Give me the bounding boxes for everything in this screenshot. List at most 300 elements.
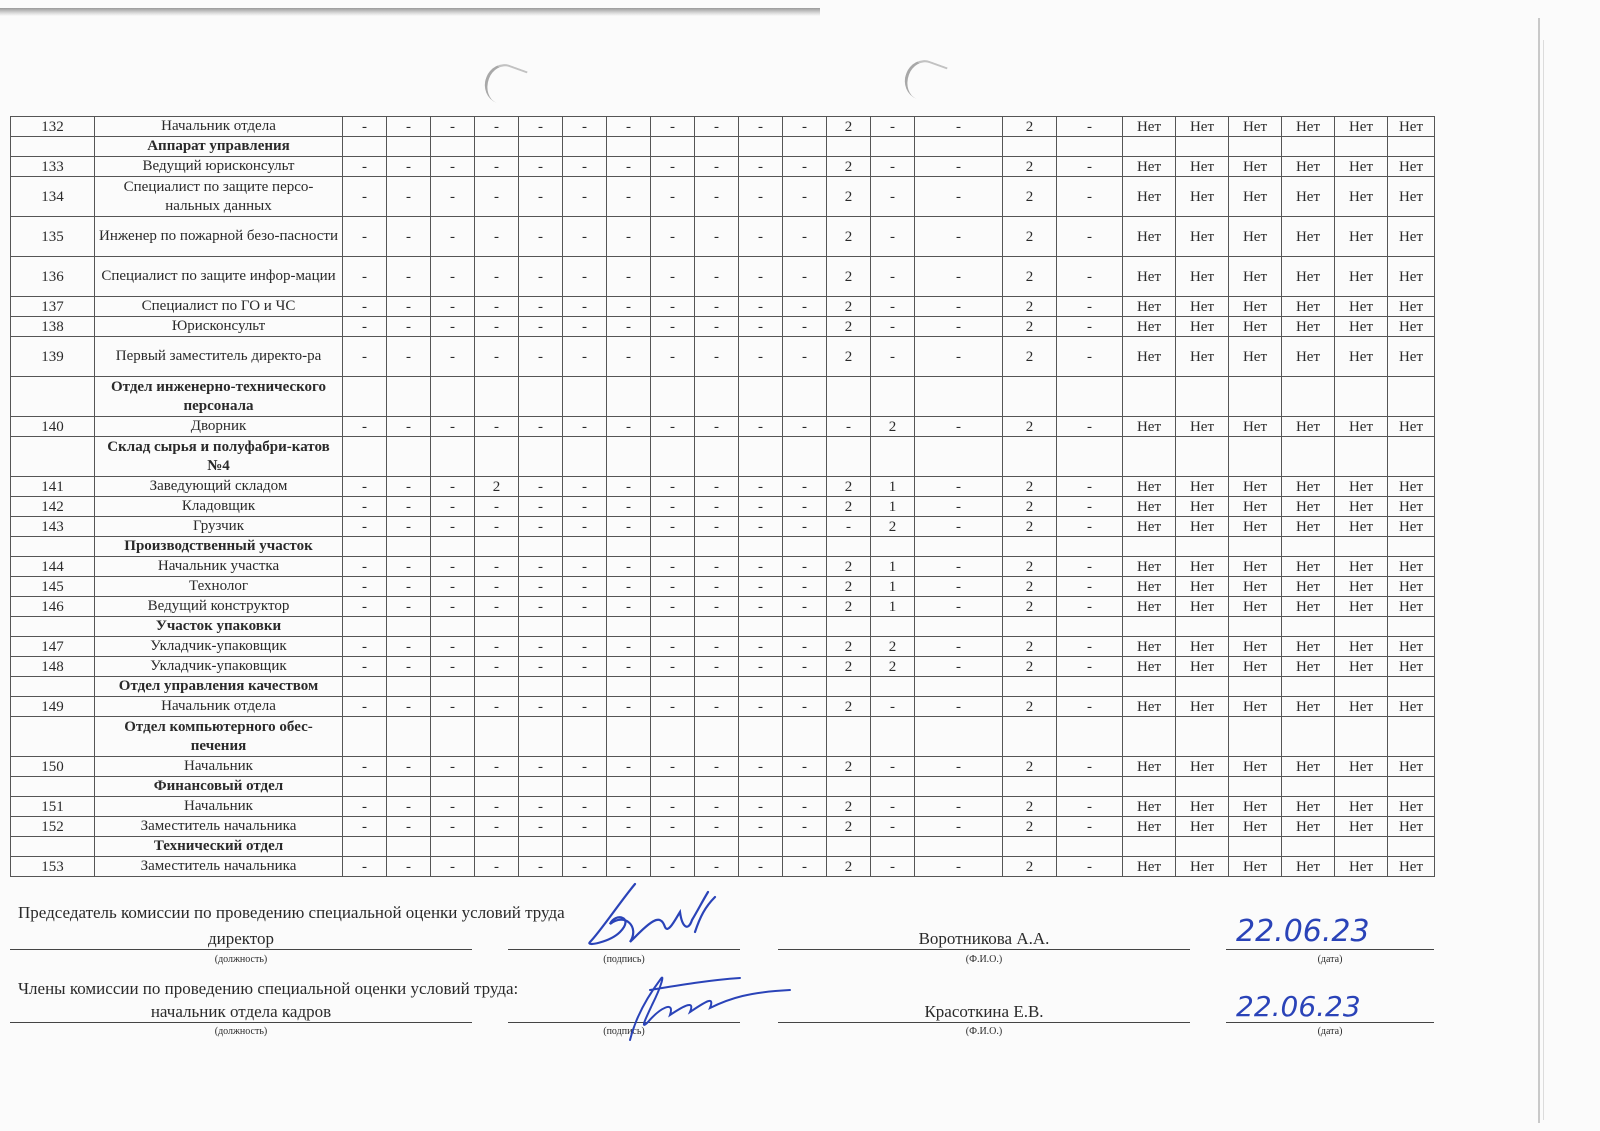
class-cell <box>695 377 739 417</box>
class-cell: - <box>431 857 475 877</box>
class-cell: - <box>431 257 475 297</box>
table-row <box>11 317 1435 337</box>
class-cell: - <box>915 257 1003 297</box>
class-cell: 2 <box>1003 657 1057 677</box>
class-cell <box>475 837 519 857</box>
class-cell: - <box>651 817 695 837</box>
class-cell <box>431 837 475 857</box>
class-cell: - <box>343 177 387 217</box>
flag-cell: Нет <box>1335 577 1388 597</box>
flag-cell: Нет <box>1335 557 1388 577</box>
class-cell: - <box>695 297 739 317</box>
flag-cell: Нет <box>1388 757 1435 777</box>
class-cell: - <box>871 257 915 297</box>
class-cell: - <box>1057 217 1123 257</box>
class-cell: 2 <box>1003 157 1057 177</box>
class-cell: - <box>387 117 431 137</box>
class-cell: - <box>1057 657 1123 677</box>
class-cell: - <box>475 217 519 257</box>
class-cell: - <box>607 217 651 257</box>
class-cell: - <box>343 477 387 497</box>
class-cell: - <box>1057 757 1123 777</box>
class-cell: - <box>739 557 783 577</box>
table-row <box>11 657 1435 677</box>
class-cell <box>739 677 783 697</box>
class-cell: 2 <box>1003 317 1057 337</box>
flag-cell: Нет <box>1282 817 1335 837</box>
class-cell: - <box>387 217 431 257</box>
signature-caption: (подпись) <box>603 954 645 965</box>
flag-cell <box>1176 137 1229 157</box>
chair-signature <box>580 872 730 952</box>
class-cell <box>1003 717 1057 757</box>
class-cell: 2 <box>827 257 871 297</box>
class-cell <box>607 717 651 757</box>
flag-cell: Нет <box>1229 217 1282 257</box>
flag-cell: Нет <box>1176 497 1229 517</box>
class-cell: - <box>739 597 783 617</box>
class-cell: - <box>475 117 519 137</box>
class-cell <box>1003 837 1057 857</box>
class-cell: - <box>695 317 739 337</box>
class-cell: - <box>1057 857 1123 877</box>
class-cell: - <box>739 477 783 497</box>
class-cell: - <box>915 557 1003 577</box>
flag-cell: Нет <box>1123 517 1176 537</box>
row-number: 143 <box>11 517 95 537</box>
class-cell: - <box>431 117 475 137</box>
class-cell <box>519 537 563 557</box>
class-cell <box>651 137 695 157</box>
class-cell: - <box>1057 317 1123 337</box>
class-cell: - <box>651 757 695 777</box>
class-cell: - <box>783 797 827 817</box>
class-cell: - <box>1057 117 1123 137</box>
position-name: Ведущий конструктор <box>95 597 343 617</box>
class-cell <box>651 617 695 637</box>
class-cell: - <box>343 697 387 717</box>
row-number: 148 <box>11 657 95 677</box>
class-cell: - <box>563 517 607 537</box>
class-cell: - <box>607 477 651 497</box>
class-cell: - <box>695 757 739 777</box>
class-cell: - <box>871 757 915 777</box>
class-cell: - <box>1057 157 1123 177</box>
class-cell <box>871 437 915 477</box>
row-number <box>11 377 95 417</box>
class-cell <box>607 137 651 157</box>
class-cell <box>695 777 739 797</box>
class-cell: - <box>475 697 519 717</box>
flag-cell: Нет <box>1176 557 1229 577</box>
class-cell <box>827 777 871 797</box>
class-cell: - <box>519 497 563 517</box>
class-cell: - <box>387 257 431 297</box>
class-cell: 2 <box>1003 577 1057 597</box>
class-cell: - <box>915 297 1003 317</box>
class-cell <box>783 137 827 157</box>
row-number <box>11 137 95 157</box>
flag-cell: Нет <box>1176 637 1229 657</box>
class-cell <box>739 137 783 157</box>
class-cell: 1 <box>871 557 915 577</box>
flag-cell: Нет <box>1123 697 1176 717</box>
flag-cell <box>1335 677 1388 697</box>
class-cell <box>783 837 827 857</box>
class-cell <box>1003 537 1057 557</box>
class-cell <box>1057 537 1123 557</box>
class-cell: - <box>695 477 739 497</box>
flag-cell: Нет <box>1229 177 1282 217</box>
class-cell: - <box>607 557 651 577</box>
flag-cell: Нет <box>1335 157 1388 177</box>
position-name: Специалист по защите инфор-мации <box>95 257 343 297</box>
class-cell: - <box>695 637 739 657</box>
flag-cell: Нет <box>1176 577 1229 597</box>
class-cell: - <box>343 857 387 877</box>
page-edge <box>1543 40 1544 1120</box>
flag-cell: Нет <box>1229 757 1282 777</box>
class-cell <box>519 617 563 637</box>
class-cell: - <box>915 657 1003 677</box>
class-cell: - <box>431 797 475 817</box>
class-cell: - <box>343 657 387 677</box>
class-cell: - <box>695 517 739 537</box>
punch-hole-mark <box>899 55 947 105</box>
class-cell: - <box>1057 257 1123 297</box>
class-cell: 2 <box>827 757 871 777</box>
flag-cell <box>1123 677 1176 697</box>
class-cell: 2 <box>1003 477 1057 497</box>
class-cell: 2 <box>827 157 871 177</box>
class-cell: - <box>651 637 695 657</box>
flag-cell: Нет <box>1282 637 1335 657</box>
flag-cell: Нет <box>1229 257 1282 297</box>
class-cell: - <box>431 417 475 437</box>
page-edge <box>1538 18 1540 1123</box>
chair-date: 22.06.23 <box>1236 914 1370 949</box>
class-cell <box>783 617 827 637</box>
class-cell: - <box>651 697 695 717</box>
class-cell: - <box>871 317 915 337</box>
flag-cell: Нет <box>1123 317 1176 337</box>
class-cell <box>475 777 519 797</box>
class-cell: - <box>519 797 563 817</box>
class-cell: - <box>739 497 783 517</box>
class-cell: - <box>563 317 607 337</box>
member-date: 22.06.23 <box>1236 990 1361 1023</box>
table-row <box>11 117 1435 137</box>
class-cell: - <box>431 517 475 537</box>
class-cell: - <box>431 557 475 577</box>
flag-cell <box>1229 617 1282 637</box>
class-cell: 2 <box>827 317 871 337</box>
flag-cell: Нет <box>1123 417 1176 437</box>
row-number: 137 <box>11 297 95 317</box>
flag-cell <box>1123 437 1176 477</box>
flag-cell <box>1229 677 1282 697</box>
flag-cell: Нет <box>1388 337 1435 377</box>
class-cell: - <box>739 217 783 257</box>
class-cell <box>827 677 871 697</box>
class-cell: - <box>651 497 695 517</box>
flag-cell: Нет <box>1123 797 1176 817</box>
table-row <box>11 417 1435 437</box>
class-cell: - <box>871 117 915 137</box>
class-cell <box>915 617 1003 637</box>
class-cell: - <box>343 517 387 537</box>
class-cell <box>1003 437 1057 477</box>
class-cell: - <box>607 297 651 317</box>
flag-cell <box>1335 537 1388 557</box>
flag-cell: Нет <box>1123 757 1176 777</box>
class-cell <box>387 717 431 757</box>
section-title: Технический отдел <box>95 837 343 857</box>
class-cell: - <box>519 557 563 577</box>
class-cell: - <box>871 337 915 377</box>
class-cell: - <box>695 657 739 677</box>
class-cell <box>387 437 431 477</box>
class-cell: - <box>739 577 783 597</box>
class-cell <box>827 617 871 637</box>
class-cell: 2 <box>827 177 871 217</box>
class-cell: - <box>475 497 519 517</box>
flag-cell: Нет <box>1335 757 1388 777</box>
flag-cell: Нет <box>1388 517 1435 537</box>
class-cell: 2 <box>827 297 871 317</box>
flag-cell <box>1282 437 1335 477</box>
class-cell: - <box>343 417 387 437</box>
class-cell: - <box>915 157 1003 177</box>
class-cell: - <box>475 177 519 217</box>
class-cell: - <box>607 637 651 657</box>
class-cell: - <box>563 817 607 837</box>
flag-cell: Нет <box>1123 297 1176 317</box>
class-cell <box>519 377 563 417</box>
class-cell: - <box>343 797 387 817</box>
punch-hole-mark <box>479 59 527 109</box>
flag-cell: Нет <box>1229 697 1282 717</box>
position-name: Начальник <box>95 797 343 817</box>
flag-cell: Нет <box>1229 477 1282 497</box>
class-cell: - <box>387 317 431 337</box>
flag-cell <box>1176 437 1229 477</box>
class-cell: - <box>387 477 431 497</box>
row-number <box>11 717 95 757</box>
flag-cell <box>1388 677 1435 697</box>
flag-cell: Нет <box>1335 477 1388 497</box>
class-cell: 2 <box>1003 417 1057 437</box>
class-cell <box>871 717 915 757</box>
class-cell: - <box>695 577 739 597</box>
class-cell: - <box>387 657 431 677</box>
flag-cell: Нет <box>1176 697 1229 717</box>
flag-cell: Нет <box>1388 577 1435 597</box>
flag-cell: Нет <box>1335 657 1388 677</box>
flag-cell <box>1388 777 1435 797</box>
class-cell: - <box>607 517 651 537</box>
flag-cell: Нет <box>1123 657 1176 677</box>
class-cell: - <box>519 157 563 177</box>
class-cell: 2 <box>827 857 871 877</box>
flag-cell: Нет <box>1229 577 1282 597</box>
flag-cell: Нет <box>1282 217 1335 257</box>
class-cell <box>343 717 387 757</box>
class-cell: - <box>739 337 783 377</box>
class-cell: - <box>1057 517 1123 537</box>
flag-cell <box>1282 717 1335 757</box>
flag-cell <box>1335 777 1388 797</box>
section-title: Финансовый отдел <box>95 777 343 797</box>
class-cell: - <box>387 417 431 437</box>
class-cell: - <box>739 257 783 297</box>
flag-cell <box>1335 837 1388 857</box>
table-row <box>11 797 1435 817</box>
flag-cell: Нет <box>1282 117 1335 137</box>
class-cell <box>607 677 651 697</box>
class-cell: - <box>783 757 827 777</box>
class-cell: 2 <box>827 217 871 257</box>
class-cell: - <box>651 597 695 617</box>
class-cell: - <box>871 297 915 317</box>
class-cell: - <box>563 157 607 177</box>
class-cell: - <box>871 177 915 217</box>
class-cell: - <box>387 637 431 657</box>
class-cell: - <box>915 597 1003 617</box>
class-cell: - <box>343 497 387 517</box>
class-cell <box>827 537 871 557</box>
class-cell: - <box>871 217 915 257</box>
flag-cell <box>1176 617 1229 637</box>
class-cell: - <box>431 697 475 717</box>
class-cell: - <box>607 117 651 137</box>
class-cell <box>519 677 563 697</box>
class-cell: - <box>431 637 475 657</box>
flag-cell: Нет <box>1388 557 1435 577</box>
flag-cell <box>1229 537 1282 557</box>
class-cell <box>695 537 739 557</box>
class-cell <box>739 617 783 637</box>
class-cell <box>563 137 607 157</box>
position-name: Начальник участка <box>95 557 343 577</box>
table-row <box>11 217 1435 257</box>
class-cell <box>519 777 563 797</box>
section-row <box>11 537 1435 557</box>
class-cell <box>915 537 1003 557</box>
class-cell: - <box>915 417 1003 437</box>
section-row <box>11 837 1435 857</box>
flag-cell: Нет <box>1388 417 1435 437</box>
table-row <box>11 597 1435 617</box>
class-cell <box>475 677 519 697</box>
class-cell: - <box>651 417 695 437</box>
class-cell <box>343 617 387 637</box>
class-cell: - <box>431 297 475 317</box>
class-cell: - <box>519 177 563 217</box>
class-cell: - <box>519 317 563 337</box>
class-cell: - <box>563 337 607 377</box>
class-cell: - <box>343 217 387 257</box>
flag-cell: Нет <box>1123 157 1176 177</box>
flag-cell: Нет <box>1335 817 1388 837</box>
flag-cell: Нет <box>1388 637 1435 657</box>
class-cell: - <box>343 637 387 657</box>
class-cell: 2 <box>827 657 871 677</box>
flag-cell: Нет <box>1282 857 1335 877</box>
class-cell: 2 <box>1003 817 1057 837</box>
class-cell <box>915 137 1003 157</box>
flag-cell: Нет <box>1335 317 1388 337</box>
row-number: 147 <box>11 637 95 657</box>
class-cell: 2 <box>827 557 871 577</box>
class-cell <box>783 777 827 797</box>
flag-cell <box>1123 537 1176 557</box>
class-cell: - <box>563 257 607 297</box>
flag-cell <box>1176 717 1229 757</box>
class-cell: - <box>387 757 431 777</box>
flag-cell: Нет <box>1229 557 1282 577</box>
class-cell: - <box>343 817 387 837</box>
class-cell: - <box>1057 817 1123 837</box>
class-cell: 2 <box>871 657 915 677</box>
class-cell: - <box>695 557 739 577</box>
class-cell <box>1057 717 1123 757</box>
class-cell: - <box>431 157 475 177</box>
class-cell <box>431 677 475 697</box>
flag-cell <box>1282 837 1335 857</box>
flag-cell: Нет <box>1282 557 1335 577</box>
flag-cell <box>1123 777 1176 797</box>
class-cell: - <box>739 157 783 177</box>
class-cell <box>343 137 387 157</box>
flag-cell: Нет <box>1388 157 1435 177</box>
class-cell <box>783 437 827 477</box>
chair-position: директор <box>207 929 275 948</box>
class-cell <box>695 837 739 857</box>
class-cell: - <box>387 517 431 537</box>
flag-cell: Нет <box>1335 857 1388 877</box>
class-cell <box>475 137 519 157</box>
class-cell: - <box>783 117 827 137</box>
flag-cell <box>1335 377 1388 417</box>
flag-cell: Нет <box>1176 517 1229 537</box>
flag-cell: Нет <box>1388 597 1435 617</box>
class-cell <box>695 677 739 697</box>
class-cell: - <box>739 297 783 317</box>
flag-cell: Нет <box>1176 857 1229 877</box>
section-title: Производственный участок <box>95 537 343 557</box>
class-cell <box>739 377 783 417</box>
class-cell: - <box>651 157 695 177</box>
class-cell: 2 <box>827 577 871 597</box>
section-title: Отдел компьютерного обес-печения <box>95 717 343 757</box>
flag-cell: Нет <box>1388 817 1435 837</box>
flag-cell: Нет <box>1176 297 1229 317</box>
flag-cell <box>1176 677 1229 697</box>
class-cell: - <box>343 317 387 337</box>
class-cell: - <box>563 477 607 497</box>
class-cell: - <box>871 857 915 877</box>
class-cell <box>871 677 915 697</box>
row-number <box>11 677 95 697</box>
class-cell: - <box>739 317 783 337</box>
class-cell <box>695 137 739 157</box>
flag-cell: Нет <box>1229 317 1282 337</box>
class-cell: - <box>871 697 915 717</box>
chair-heading: Председатель комиссии по проведению специальной оценки условий труда <box>18 903 565 922</box>
fio-caption: (Ф.И.О.) <box>965 1026 1003 1037</box>
class-cell: - <box>695 337 739 377</box>
